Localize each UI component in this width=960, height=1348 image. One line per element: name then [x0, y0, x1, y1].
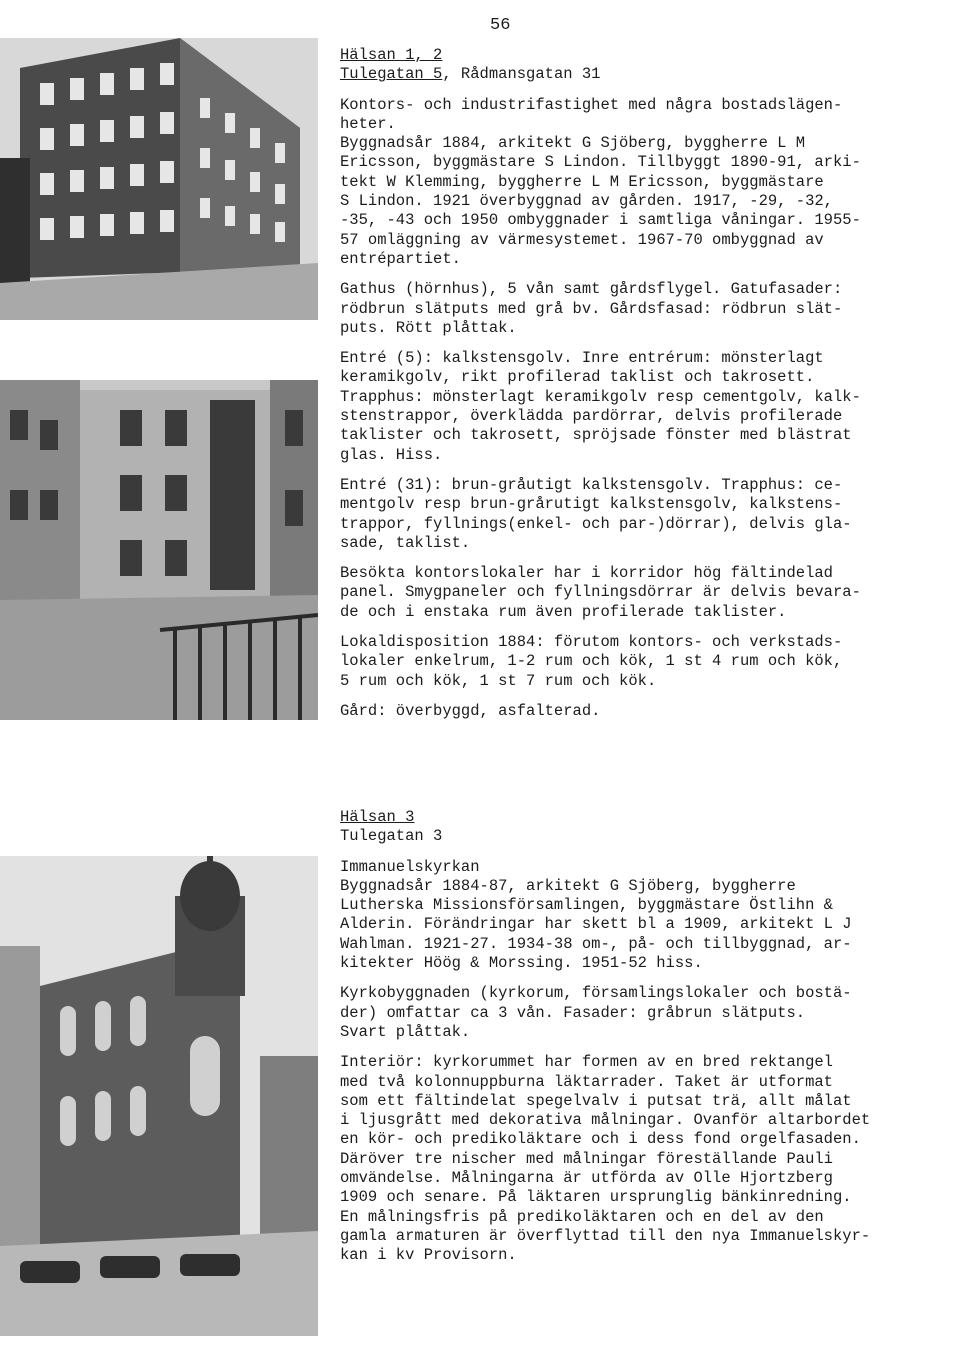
text-line: Ericsson, byggmästare S Lindon. Tillbyggt 1890-91, arki- — [340, 153, 861, 172]
address-line — [340, 65, 940, 84]
text-line: Trapphus: mönsterlagt keramikgolv resp cementgolv, kalk- — [340, 387, 861, 406]
text-line: heter. — [340, 114, 396, 133]
text-line: 5 rum och kök, 1 st 7 rum och kök. — [340, 671, 657, 690]
property-title: Hälsan 1, 2 — [340, 46, 443, 64]
text-line: Lutherska Missionsförsamlingen, byggmästare Östlihn & — [340, 896, 833, 915]
text-line: Kyrkobyggnaden (kyrkorum, församlingslokaler och bostä- — [340, 984, 852, 1003]
text-line: entrépartiet. — [340, 249, 461, 268]
text-line: Entré (5): kalkstensgolv. Inre entrérum: mönsterlagt — [340, 349, 824, 368]
text-line: som ett fältindelat spegelvalv i putsat trä, allt målat — [340, 1091, 852, 1110]
text-line: mentgolv resp brun-grårutigt kalkstensgolv, kalkstens- — [340, 495, 843, 514]
text-line: de och i enstaka rum även profilerade taklister. — [340, 602, 787, 621]
address-radmansgatan: , Rådmansgatan 31 — [442, 65, 601, 84]
text-line: i ljusgrått med dekorativa målningar. Ovanför altarbordet — [340, 1111, 871, 1130]
text-line: sade, taklist. — [340, 533, 471, 552]
courtyard-photo — [0, 380, 318, 720]
text-line: trappor, fyllnings(enkel- och par-)dörrar), delvis gla- — [340, 514, 852, 533]
section-halsan-1-2 — [340, 46, 940, 721]
text-line: puts. Rött plåttak. — [340, 318, 517, 337]
text-line: Interiör: kyrkorummet har formen av en bred rektangel — [340, 1053, 833, 1072]
text-line: Wahlman. 1921-27. 1934-38 om-, på- och tillbyggnad, ar- — [340, 934, 852, 953]
text-line: Gathus (hörnhus), 5 vån samt gårdsflygel. Gatufasader: — [340, 280, 843, 299]
text-line: med två kolonnuppburna läktarrader. Taket är utformat — [340, 1072, 833, 1091]
text-line: glas. Hiss. — [340, 445, 443, 464]
text-line: -35, -43 och 1950 ombyggnader i samtliga våningar. 1955- — [340, 211, 861, 230]
text-line: Svart plåttak. — [340, 1022, 471, 1041]
text-line: panel. Smygpaneler och fyllningsdörrar är delvis bevara- — [340, 583, 861, 602]
text-line: Däröver tre nischer med målningar föreställande Pauli — [340, 1149, 833, 1168]
text-line: 1909 och senare. På läktaren ursprunglig bänkinredning. — [340, 1188, 852, 1207]
text-line: Kontors- och industrifastighet med några bostadslägen- — [340, 95, 843, 114]
church-photo — [0, 856, 318, 1336]
text-line: Entré (31): brun-gråutigt kalkstensgolv. Trapphus: ce- — [340, 475, 843, 494]
text-line: gamla armaturen är överflyttad till den nya Immanuelskyr- — [340, 1226, 871, 1245]
page-number: 56 — [490, 16, 511, 35]
text-line: S Lindon. 1921 överbyggnad av gården. 1917, -29, -32, — [340, 192, 833, 211]
text-line: Immanuelskyrkan — [340, 857, 480, 876]
text-line: rödbrun slätputs med grå bv. Gårdsfasad: rödbrun slät- — [340, 299, 843, 318]
text-line: omvändelse. Målningarna är utförda av Olle Hjortzberg — [340, 1169, 833, 1188]
text-line: der) omfattar ca 3 vån. Fasader: gråbrun slätputs. — [340, 1003, 806, 1022]
text-line: Byggnadsår 1884, arkitekt G Sjöberg, byggherre L M — [340, 134, 806, 153]
text-line: Lokaldisposition 1884: förutom kontors- och verkstads- — [340, 633, 843, 652]
text-line: Alderin. Förändringar har skett bl a 1909, arkitekt L J — [340, 915, 852, 934]
text-line: 57 omläggning av värmesystemet. 1967-70 ombyggnad av — [340, 230, 824, 249]
text-line: en kör- och predikoläktare och i dess fond orgelfasaden. — [340, 1130, 861, 1149]
address-tulegatan: Tulegatan 5 — [340, 65, 443, 84]
building-photo-corner — [0, 38, 318, 320]
section-halsan-3 — [340, 808, 940, 1266]
text-line: stenstrappor, överklädda pardörrar, delvis profilerade — [340, 407, 843, 426]
text-line: Besökta kontorslokaler har i korridor hög fältindelad — [340, 564, 833, 583]
text-line: keramikgolv, rikt profilerad taklist och takrosett. — [340, 368, 815, 387]
address-line: Tulegatan 3 — [340, 827, 443, 846]
property-title: Hälsan 3 — [340, 808, 415, 826]
text-line: lokaler enkelrum, 1-2 rum och kök, 1 st 4 rum och kök, — [340, 652, 843, 671]
text-line: kan i kv Provisorn. — [340, 1246, 517, 1265]
text-line: tekt W Klemming, byggherre L M Ericsson, byggmästare — [340, 172, 824, 191]
text-line: Byggnadsår 1884-87, arkitekt G Sjöberg, byggherre — [340, 876, 796, 895]
text-line: taklister och takrosett, spröjsade fönster med blästrat — [340, 426, 852, 445]
text-line: En målningsfris på predikoläktaren och en del av den — [340, 1207, 824, 1226]
text-line: Gård: överbyggd, asfalterad. — [340, 701, 601, 720]
text-line: kitekter Höög & Morssing. 1951-52 hiss. — [340, 954, 703, 973]
